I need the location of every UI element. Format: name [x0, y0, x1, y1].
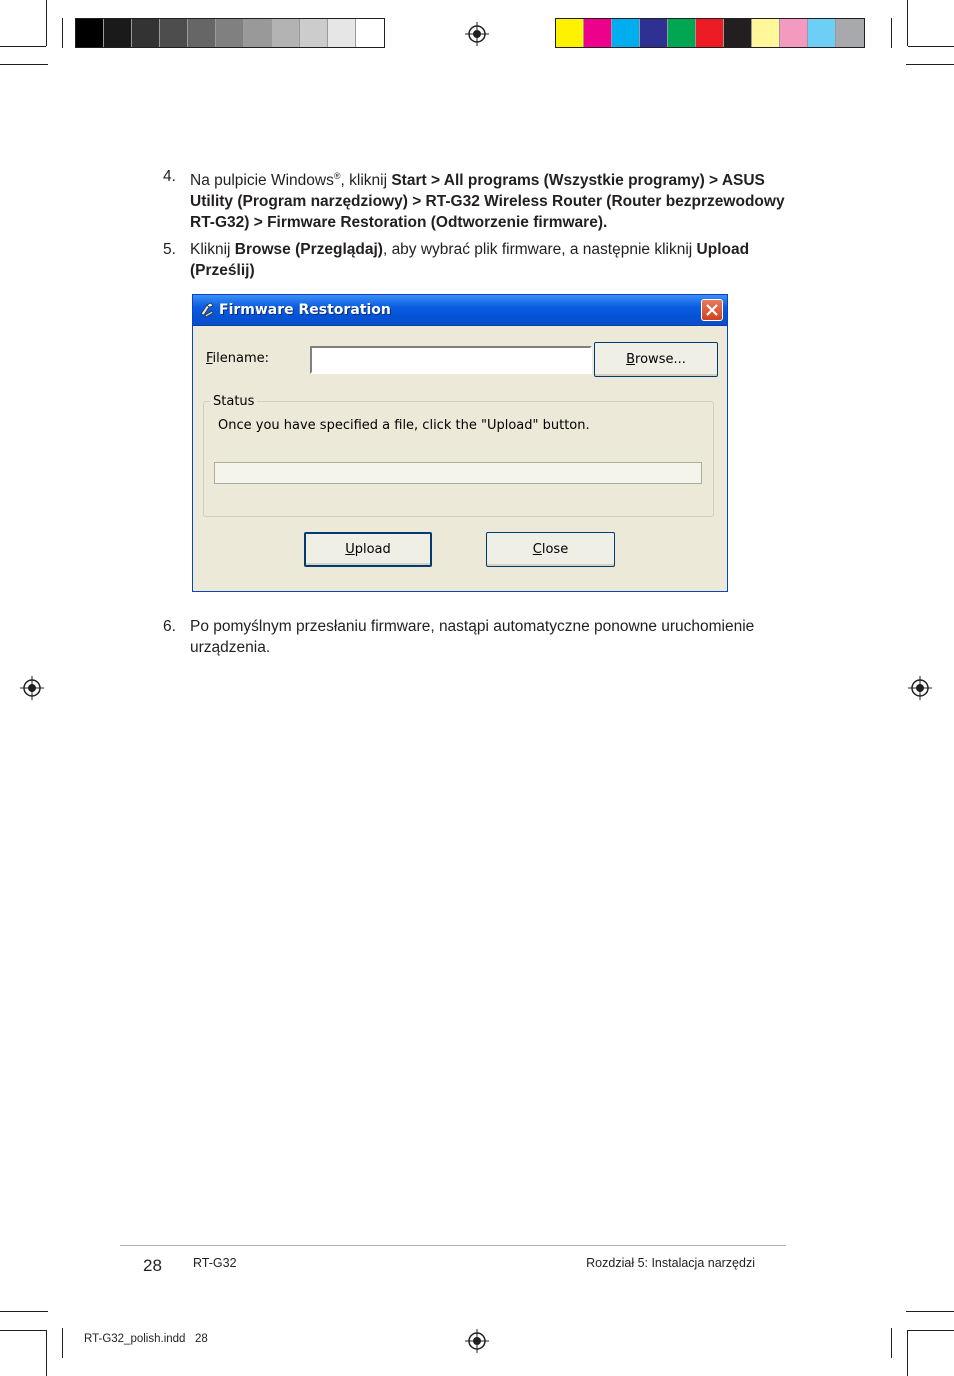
gray-swatch	[244, 19, 272, 47]
gray-swatch	[216, 19, 244, 47]
crop-mark	[906, 1311, 954, 1312]
color-swatch	[780, 19, 808, 47]
color-swatch	[724, 19, 752, 47]
crop-mark	[46, 0, 47, 46]
crop-mark	[907, 1330, 908, 1376]
step-emphasis: Browse (Przeglądaj)	[234, 241, 383, 259]
process-color-bar	[555, 18, 865, 48]
crop-mark	[891, 1328, 892, 1358]
gray-swatch	[188, 19, 216, 47]
app-icon	[199, 302, 215, 318]
gray-swatch	[300, 19, 328, 47]
upload-progress-bar	[214, 462, 702, 484]
upload-button[interactable]: U pload	[304, 532, 432, 567]
step-emphasis: Start > All programs (Wszystkie programy) > ASUS Utility (Program narzędziowy) > RT-G32 Wireless Router (Router bezprzewodowy RT-G32) > Firmware Restoration (Odtworzenie firmware).	[190, 172, 785, 232]
gray-swatch	[356, 19, 384, 47]
step-item	[163, 616, 790, 658]
status-legend: Status	[210, 394, 257, 409]
gray-swatch	[104, 19, 132, 47]
step-emphasis: Upload (Prześlij)	[190, 241, 750, 280]
color-swatch	[836, 19, 864, 47]
registration-mark-icon	[908, 676, 932, 700]
crop-mark	[62, 1328, 63, 1358]
step-text: Po pomyślnym przesłaniu firmware, nastąpi automatyczne ponowne uruchomienie urządzenia.	[190, 618, 755, 656]
crop-mark	[46, 1330, 47, 1376]
gray-swatch	[132, 19, 160, 47]
color-swatch	[752, 19, 780, 47]
crop-mark	[908, 46, 954, 47]
dialog-title-bar[interactable]	[193, 295, 727, 326]
color-swatch	[612, 19, 640, 47]
close-window-button[interactable]	[701, 299, 723, 321]
crop-mark	[0, 46, 46, 47]
crop-mark	[0, 1311, 48, 1312]
instruction-steps	[163, 166, 790, 287]
status-message: Once you have specified a file, click the "Upload" button.	[218, 418, 590, 433]
registration-mark-icon	[465, 1329, 489, 1353]
color-swatch	[668, 19, 696, 47]
step-number: 5.	[163, 241, 176, 259]
color-swatch	[640, 19, 668, 47]
gray-swatch	[76, 19, 104, 47]
page-number: 28	[143, 1256, 162, 1275]
color-swatch	[696, 19, 724, 47]
filename-field[interactable]	[310, 346, 592, 374]
browse-button[interactable]: B rowse...	[594, 342, 718, 377]
filename-label: Filename:	[206, 351, 270, 366]
grayscale-color-bar	[75, 18, 385, 48]
step-number: 4.	[163, 168, 176, 185]
close-icon	[706, 304, 718, 316]
chapter-title: Rozdział 5: Instalacja narzędzi	[586, 1256, 755, 1270]
crop-mark	[908, 1330, 954, 1331]
step-text: , kliknij	[340, 172, 392, 190]
step-text: , aby wybrać plik firmware, a następnie kliknij	[382, 241, 697, 259]
file-slug: RT-G32_polish.indd 28	[84, 1333, 208, 1345]
step-text: Kliknij	[190, 241, 235, 259]
crop-mark	[0, 1330, 46, 1331]
color-swatch	[584, 19, 612, 47]
dialog-title: Firmware Restoration	[219, 302, 391, 318]
step-number: 6.	[163, 618, 176, 635]
crop-mark	[891, 18, 892, 48]
step-item	[163, 166, 790, 233]
gray-swatch	[160, 19, 188, 47]
gray-swatch	[272, 19, 300, 47]
crop-mark	[62, 18, 63, 48]
product-name: RT-G32	[193, 1256, 237, 1270]
step-text: Na pulpicie Windows	[190, 172, 334, 190]
instruction-step-6	[163, 616, 790, 664]
registration-mark-icon	[465, 22, 489, 46]
color-swatch	[808, 19, 836, 47]
step-text: ®	[333, 171, 341, 181]
filename-input[interactable]	[312, 348, 590, 372]
color-swatch	[556, 19, 584, 47]
close-button[interactable]: C lose	[486, 532, 615, 567]
crop-mark	[906, 64, 954, 65]
crop-mark	[907, 0, 908, 46]
gray-swatch	[328, 19, 356, 47]
crop-mark	[0, 64, 48, 65]
registration-mark-icon	[20, 676, 44, 700]
footer-divider	[120, 1245, 786, 1246]
step-item	[163, 239, 790, 281]
